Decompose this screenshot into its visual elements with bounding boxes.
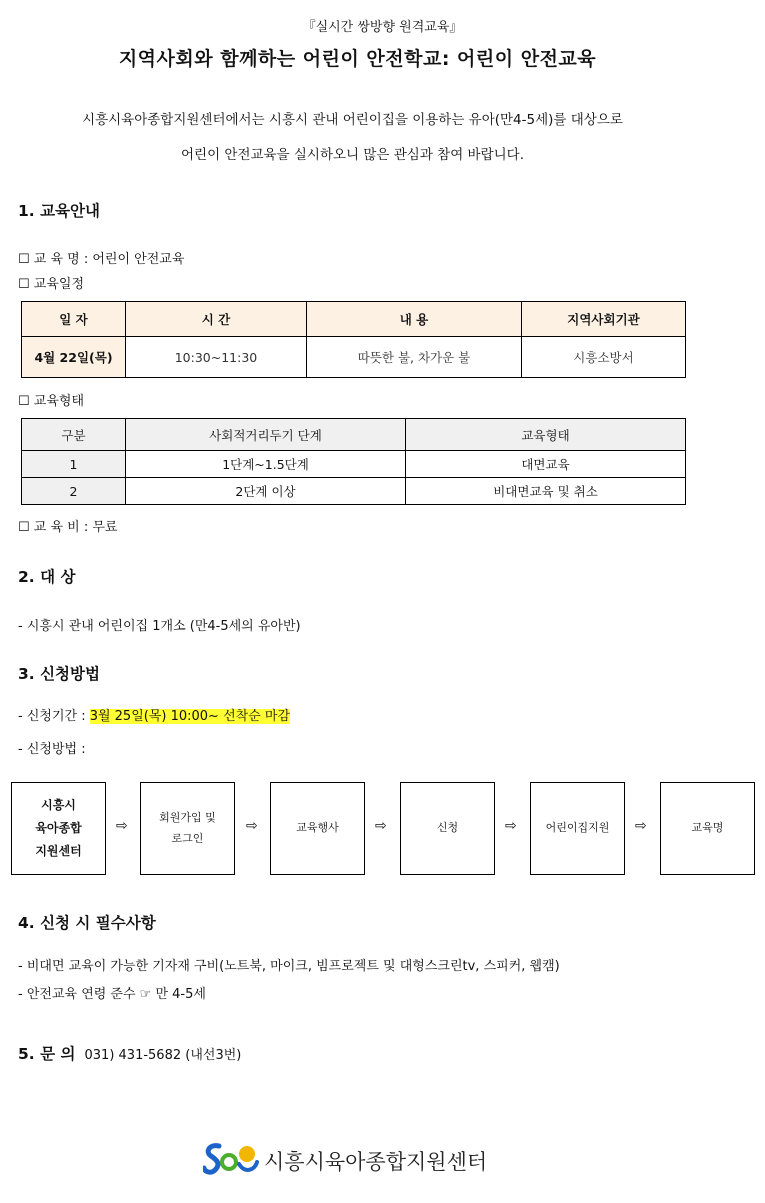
schedule-header-content: 내 용 — [307, 302, 522, 337]
form-row-2-stage: 2단계 이상 — [126, 478, 406, 505]
target-line: - 시흥시 관내 어린이집 1개소 (만4-5세의 유아반) — [18, 619, 301, 634]
step-4-box: 신청 — [400, 782, 495, 875]
intro-line-1: 시흥시육아종합지원센터에서는 시흥시 관내 어린이집을 이용하는 유아(만4-5세)를 대상으로 — [82, 112, 623, 128]
section-5-heading: 5. 문 의 — [18, 1045, 76, 1063]
education-form-table — [21, 418, 686, 505]
form-row-2-category: 2 — [22, 478, 126, 505]
step-3-box: 교육행사 — [270, 782, 365, 875]
step-1-box — [11, 782, 106, 875]
arrow-right-icon: ⇨ — [116, 818, 128, 834]
form-row-1-type: 대면교육 — [406, 451, 686, 478]
center-name: 시흥시육아종합지원센터 — [264, 1150, 488, 1174]
schedule-time: 10:30~11:30 — [126, 337, 307, 378]
section-2-heading: 2. 대 상 — [18, 568, 76, 586]
schedule-header-time: 시 간 — [126, 302, 307, 337]
arrow-right-icon: ⇨ — [505, 818, 517, 834]
form-row-1-category: 1 — [22, 451, 126, 478]
arrow-right-icon: ⇨ — [635, 818, 647, 834]
requirement-line-2: - 안전교육 연령 준수 ☞ 만 4-5세 — [18, 987, 206, 1002]
form-row-2-type: 비대면교육 및 취소 — [406, 478, 686, 505]
course-name-line: ☐ 교 육 명 : 어린이 안전교육 — [18, 252, 185, 267]
step-1-text-2: 육아종합 — [35, 821, 82, 836]
schedule-header-org: 지역사회기관 — [522, 302, 686, 337]
contact-line — [18, 1042, 241, 1064]
form-header-stage: 사회적거리두기 단계 — [126, 419, 406, 451]
step-1-text-3: 지원센터 — [35, 843, 82, 858]
document-title: 지역사회와 함께하는 어린이 안전학교: 어린이 안전교육 — [118, 48, 597, 70]
arrow-right-icon: ⇨ — [375, 818, 387, 834]
step-6-box: 교육명 — [660, 782, 755, 875]
step-2-text-1: 회원가입 및 — [159, 810, 216, 824]
section-4-heading: 4. 신청 시 필수사항 — [18, 914, 156, 932]
arrow-right-icon: ⇨ — [246, 818, 258, 834]
form-label: ☐ 교육형태 — [18, 394, 85, 409]
section-1-heading: 1. 교육안내 — [18, 202, 100, 220]
form-row-1-stage: 1단계~1.5단계 — [126, 451, 406, 478]
application-period — [18, 705, 290, 724]
center-logo-icon — [203, 1140, 259, 1178]
section-3-heading: 3. 신청방법 — [18, 665, 100, 683]
schedule-org: 시흥소방서 — [522, 337, 686, 378]
contact-phone: 031) 431-5682 (내선3번) — [84, 1048, 242, 1063]
form-header-type: 교육형태 — [406, 419, 686, 451]
step-1-text-1: 시흥시 — [41, 798, 76, 813]
intro-line-2: 어린이 안전교육을 실시하오니 많은 관심과 참여 바랍니다. — [180, 147, 525, 163]
form-header-category: 구분 — [22, 419, 126, 451]
application-period-value: 3월 25일(목) 10:00~ 선착순 마감 — [89, 709, 291, 724]
table-row — [22, 478, 686, 505]
schedule-content: 따뜻한 불, 차가운 불 — [307, 337, 522, 378]
application-method-label: - 신청방법 : — [18, 742, 86, 757]
schedule-header-date: 일 자 — [22, 302, 126, 337]
schedule-label: ☐ 교육일정 — [18, 277, 85, 292]
application-period-label: - 신청기간 : — [18, 709, 90, 724]
schedule-date: 4월 22일(목) — [22, 337, 126, 378]
requirement-line-1: - 비대면 교육이 가능한 기자재 구비(노트북, 마이크, 빔프로젝트 및 대형스크린tv, 스피커, 웹캠) — [18, 959, 560, 974]
document-subtitle: 『실시간 쌍방향 원격교육』 — [302, 20, 463, 35]
step-2-text-2: 로그인 — [171, 831, 204, 845]
table-row — [22, 451, 686, 478]
step-5-box: 어린이집지원 — [530, 782, 625, 875]
schedule-table — [21, 301, 686, 378]
fee-line: ☐ 교 육 비 : 무료 — [18, 520, 118, 535]
step-2-box — [140, 782, 235, 875]
